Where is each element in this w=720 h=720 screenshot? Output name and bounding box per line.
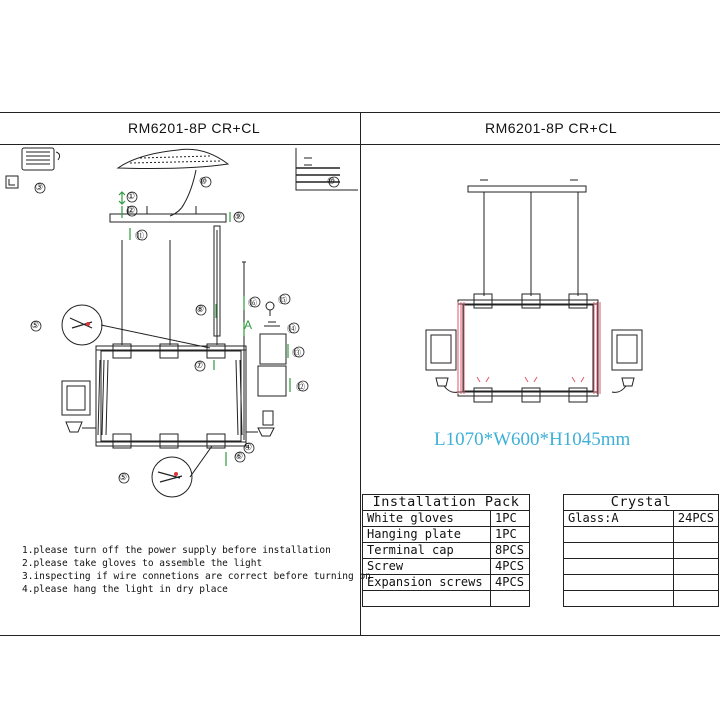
- crystal-qty: [673, 559, 718, 575]
- note-4: 4.please hang the light in dry place: [22, 584, 228, 595]
- table-row: [564, 511, 719, 527]
- callout-3: ③: [35, 182, 44, 192]
- note-3: 3.inspecting if wire connetions are correct before turning on: [22, 571, 371, 582]
- crystal-glass-a: [260, 334, 286, 364]
- table-row: [564, 559, 719, 575]
- table-row: [564, 591, 719, 607]
- note-1: 1.please turn off the power supply before installation: [22, 545, 331, 556]
- callout-1: ①: [127, 191, 136, 201]
- pack-qty: 4PCS: [491, 559, 530, 575]
- pack-item: Hanging plate: [363, 527, 491, 543]
- callout-15: ⑮: [278, 295, 288, 305]
- pack-qty: [491, 591, 530, 607]
- pack-item: Terminal cap: [363, 543, 491, 559]
- crystal-qty: [673, 527, 718, 543]
- crystal-strands: [458, 302, 600, 394]
- crystal-item: [564, 591, 674, 607]
- callout-9: ⑨: [234, 211, 243, 221]
- ceiling-shape: [118, 149, 228, 168]
- frame-sockets: [113, 344, 225, 448]
- callout-14: ⑭: [287, 324, 297, 334]
- crystal-table: [563, 494, 719, 607]
- table-row: [363, 543, 530, 559]
- pack-qty: 1PC: [491, 527, 530, 543]
- dimensions-text: L1070*W600*H1045mm: [434, 429, 631, 450]
- table-row: [363, 591, 530, 607]
- wire-detail-circle-bottom: [152, 457, 192, 497]
- table-row: [564, 527, 719, 543]
- crystal-item: [564, 575, 674, 591]
- callout-13: ⑬: [292, 348, 302, 358]
- callout-11: ⑪: [135, 231, 145, 241]
- left-title: RM6201-8P CR+CL: [128, 120, 261, 136]
- fixture-frame: [96, 346, 246, 446]
- callout-10: ⑩: [199, 176, 208, 186]
- crystal-glass-b: [258, 366, 286, 396]
- note-2: 2.please take gloves to assemble the light: [22, 558, 263, 569]
- pack-item: Expansion screws: [363, 575, 491, 591]
- installation-pack-header: Installation Pack: [363, 495, 530, 511]
- installation-pack-table: [362, 494, 530, 607]
- wire-tips: [86, 322, 178, 476]
- callout-6: ⑥: [235, 451, 244, 461]
- crystal-item: [564, 559, 674, 575]
- callout-4: ④: [244, 442, 253, 452]
- table-row: [363, 575, 530, 591]
- table-row: [363, 527, 530, 543]
- crystal-header: Crystal: [564, 495, 719, 511]
- right-side-lamp: [246, 411, 274, 436]
- pack-qty: 8PCS: [491, 543, 530, 559]
- pack-item: Screw: [363, 559, 491, 575]
- bulb-type-label: A: [244, 318, 253, 332]
- crystal-qty: [673, 591, 718, 607]
- callout-12: ⑫: [296, 382, 306, 392]
- callout-10-icon: ⑩: [327, 176, 336, 186]
- callout-16: ⑯: [248, 298, 258, 308]
- callout-5-bottom: ⑤: [119, 472, 128, 482]
- pack-qty: 1PC: [491, 511, 530, 527]
- crystal-qty: [673, 575, 718, 591]
- callout-5-top: ⑤: [31, 320, 40, 330]
- crystal-qty: 24PCS: [673, 511, 718, 527]
- crystal-qty: [673, 543, 718, 559]
- table-row: [363, 511, 530, 527]
- pack-qty: 4PCS: [491, 575, 530, 591]
- table-row: [363, 559, 530, 575]
- table-row: [564, 575, 719, 591]
- pack-item: White gloves: [363, 511, 491, 527]
- callout-8: ⑧: [196, 304, 205, 314]
- left-side-lamp: [62, 381, 96, 432]
- hanging-rods: [122, 230, 217, 345]
- callout-7: ⑦: [195, 360, 204, 370]
- glove-icon: [6, 148, 60, 188]
- crystal-item: [564, 527, 674, 543]
- right-title: RM6201-8P CR+CL: [485, 120, 618, 136]
- table-row: [564, 543, 719, 559]
- crystal-item: Glass:A: [564, 511, 674, 527]
- pack-item: [363, 591, 491, 607]
- callout-2: ②: [127, 205, 136, 215]
- crystal-item: [564, 543, 674, 559]
